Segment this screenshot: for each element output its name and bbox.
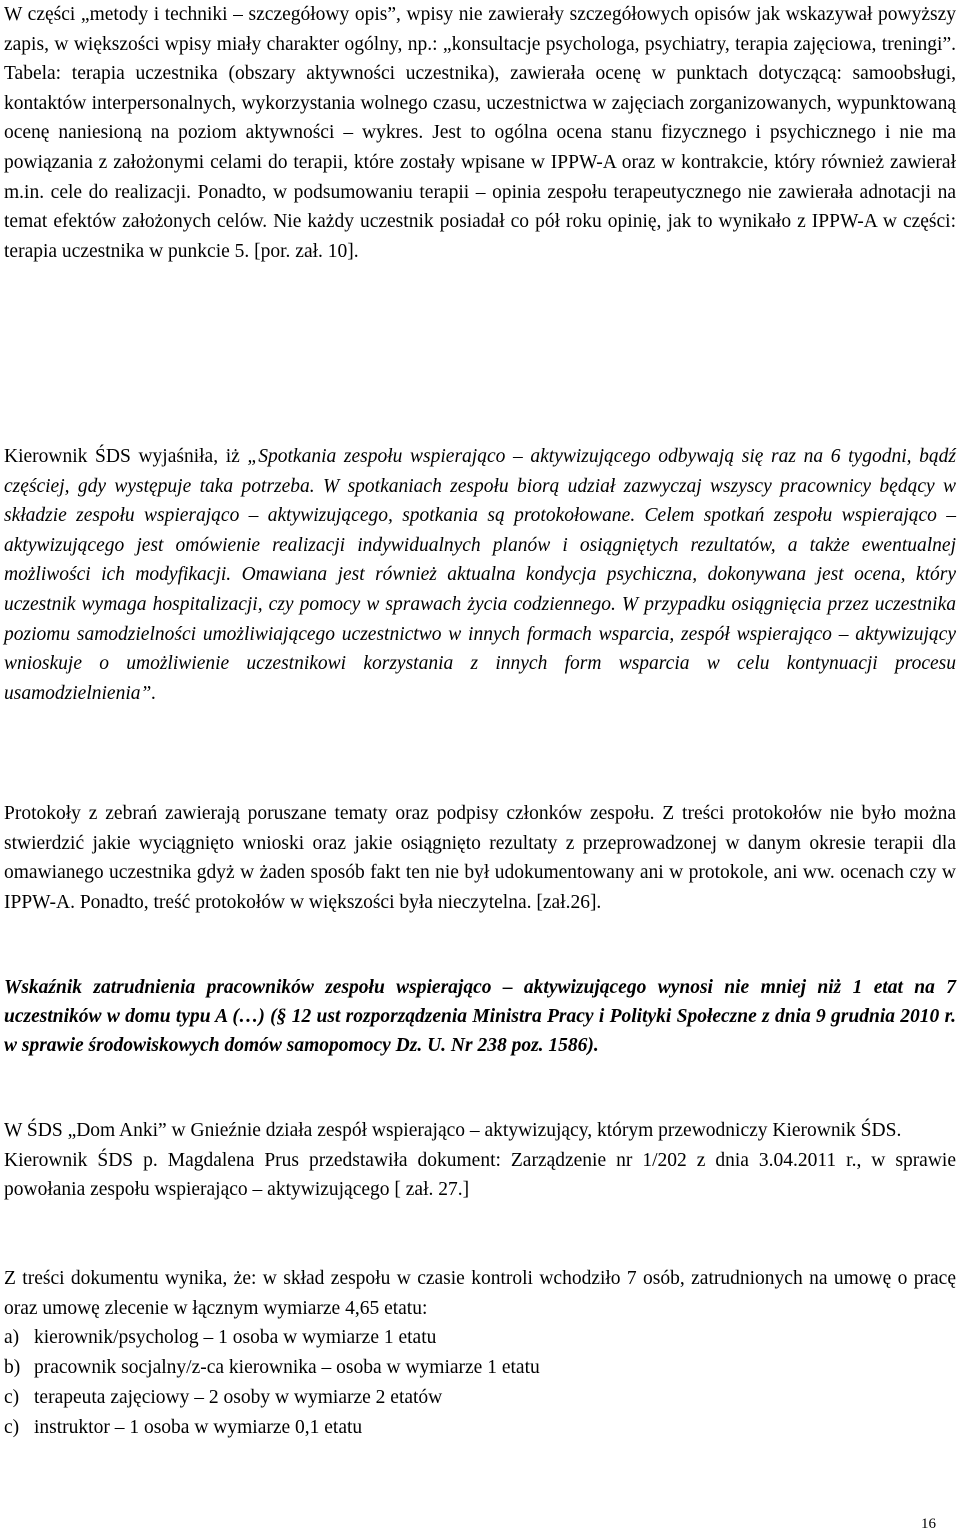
page-number: 16 xyxy=(921,1516,936,1532)
list-item xyxy=(4,1323,956,1353)
list-item-text: terapeuta zajęciowy – 2 osoby w wymiarze 2 etatów xyxy=(34,1387,443,1408)
list-item xyxy=(4,1413,956,1443)
paragraph-meeting-protocols: Protokoły z zebrań zawierają poruszane tematy oraz podpisy członków zespołu. Z treści protokołów nie było można stwierdzić jakie wyciągnięto wnioski oraz jakie osiągnięto rezultaty z przeprowadzonej w danym okresie terapii dla omawianego uczestnika gdyż w żaden sposób fakt ten nie był udokumentowany ani w protokole, ani ww. ocenach czy w IPPW-A. Ponadto, treść protokołów w większości była nieczytelna. [zał.26]. xyxy=(4,803,956,913)
list-marker: c) xyxy=(4,1417,20,1438)
explanation-quote: „Spotkania zespołu wspierająco – aktywizującego odbywają się raz na 6 tygodni, bądź częściej, gdy występuje taka potrzeba. W spotkaniach zespołu biorą udział zazwyczaj wszyscy pracownicy będący w składzie zespołu wspierająco – aktywizującego, spotkania są protokołowane. Celem spotkań zespołu wspierająco – aktywizującego jest omówienie realizacji indywidualnych planów i osiągniętych rezultatów, a także ewentualnej możliwości ich modyfikacji. Omawiana jest również aktualna kondycja psychiczna, dokonywana jest ocena, który uczestnik wymaga hospitalizacji, czy pomocy w sprawach życia codziennego. W przypadku osiągnięcia przez uczestnika poziomu samodzielności umożliwiającego uczestnictwo w innych formach wsparcia, zespół wspierająco – aktywizujący wnioskuje o umożliwienie uczestnikowi korzystania z innych form wsparcia w celu kontynuacji procesu usamodzielnienia”. xyxy=(4,446,956,704)
list-item-text: kierownik/psycholog – 1 osoba w wymiarze 1 etatu xyxy=(34,1327,437,1348)
list-marker: c) xyxy=(4,1387,20,1408)
paragraph-methods-techniques: W części „metody i techniki – szczegółowy opis”, wpisy nie zawierały szczegółowych opisów jak wskazywał powyższy zapis, w większości wpisy miały charakter ogólny, np.: „konsultacje psychologa, psychiatry, terapia zajęciowa, treningi”. Tabela: terapia uczestnika (obszary aktywności uczestnika), zawierała ocenę w punktach dotyczącą: samoobsługi, kontaktów interpersonalnych, wykorzystania wolnego czasu, uczestnictwa w zajęciach zorganizowanych, wypunktowaną ocenę naniesioną na poziom aktywności – wykres. Jest to ogólna ocena stanu fizycznego i psychicznego i nie ma powiązania z założonymi celami do terapii, które zostały wpisane w IPPW-A oraz w kontrakcie, który również zawierał m.in. cele do realizacji. Ponadto, w podsumowaniu terapii – opinia zespołu terapeutycznego nie zawierała adnotacji na temat efektów założonych celów. Nie każdy uczestnik posiadał co pół roku opinię, jak to wynikało z IPPW-A w części: terapia uczestnika w punkcie 5. [por. zał. 10]. xyxy=(4,4,956,262)
staff-list xyxy=(4,1323,956,1443)
paragraph-team-composition: Z treści dokumentu wynika, że: w skład zespołu w czasie kontroli wchodziło 7 osób, zatrudnionych na umowę o pracę oraz umowę zlecenie w łącznym wymiarze 4,65 etatu: xyxy=(4,1268,956,1319)
team-info-line-1: W ŚDS „Dom Anki” w Gnieźnie działa zespół wspierająco – aktywizujący, którym przewodniczy Kierownik ŚDS. xyxy=(4,1120,902,1141)
list-item xyxy=(4,1383,956,1413)
explanation-intro: Kierownik ŚDS wyjaśniła, iż xyxy=(4,446,248,467)
paragraph-team-info xyxy=(4,1116,956,1205)
list-item xyxy=(4,1353,956,1383)
list-item-text: pracownik socjalny/z-ca kierownika – osoba w wymiarze 1 etatu xyxy=(34,1357,540,1378)
regulation-heading: Wskaźnik zatrudnienia pracowników zespołu wspierająco – aktywizującego wynosi nie mniej niż 1 etat na 7 uczestników w domu typu A (…) (§ 12 ust rozporządzenia Ministra Pracy i Polityki Społeczne z dnia 9 grudnia 2010 r. w sprawie środowiskowych domów samopomocy Dz. U. Nr 238 poz. 1586). xyxy=(4,977,956,1056)
list-marker: a) xyxy=(4,1327,20,1348)
paragraph-director-explanation xyxy=(4,442,956,708)
list-marker: b) xyxy=(4,1357,21,1378)
list-item-text: instruktor – 1 osoba w wymiarze 0,1 etatu xyxy=(34,1417,363,1438)
team-info-line-2: Kierownik ŚDS p. Magdalena Prus przedstawiła dokument: Zarządzenie nr 1/202 z dnia 3.04.2011 r., w sprawie powołania zespołu wspierająco – aktywizującego [ zał. 27.] xyxy=(4,1149,956,1201)
